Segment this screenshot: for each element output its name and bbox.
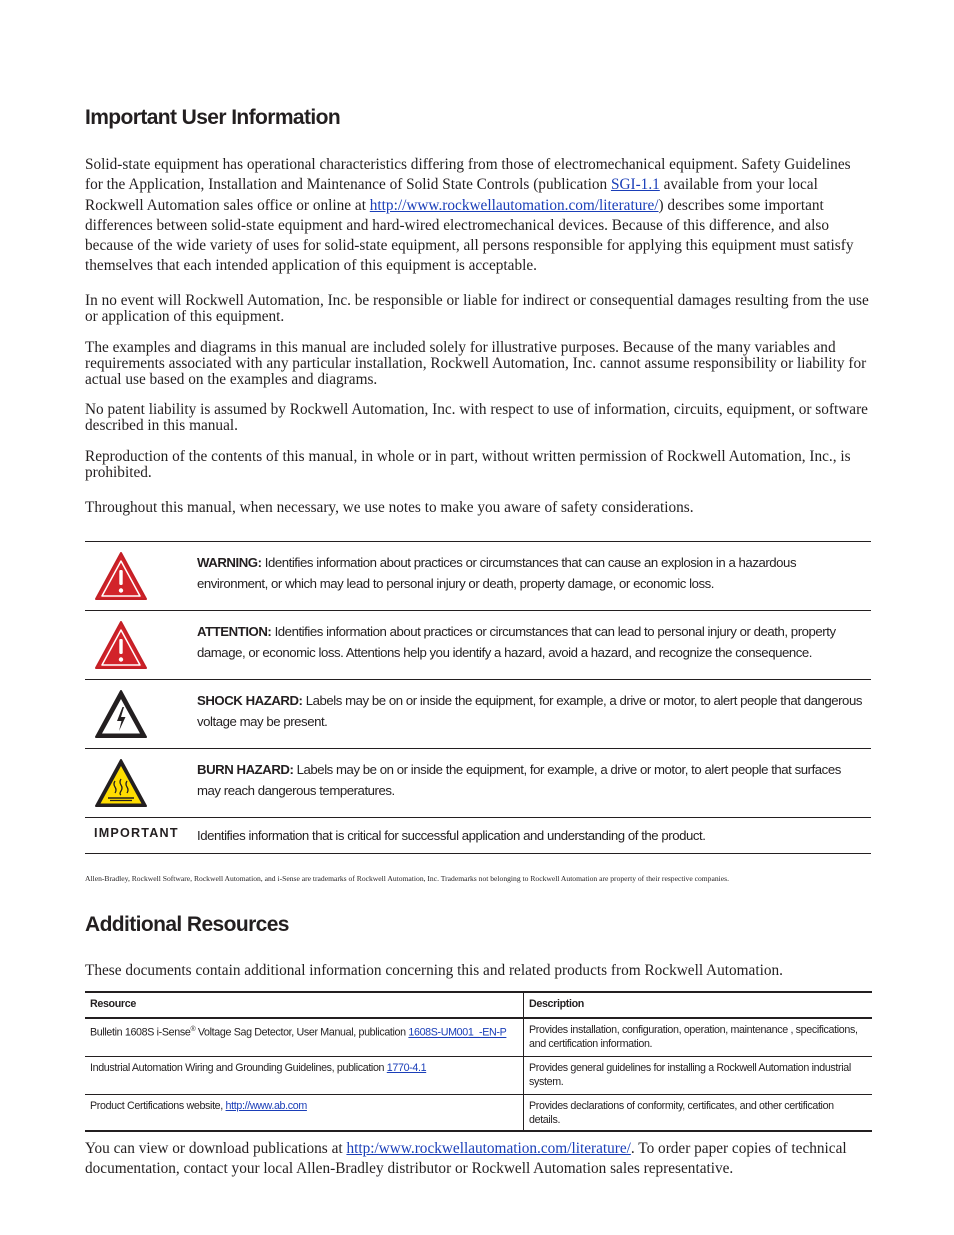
important-label: IMPORTANT bbox=[94, 826, 179, 840]
resource-text: Bulletin 1608S i-Sense bbox=[90, 1026, 191, 1039]
description-cell: Provides general guidelines for installing a Rockwell Automation industrial system. bbox=[524, 1057, 873, 1095]
intro-text-3: ) describes some important differences between solid-state equipment and hard-wired electromechanical devices. Because of this difference, and also because of the wide variety of uses for solid-state equipment, all persons responsible for applying this equipment must satisfy themselves that each intended application of this equipment is acceptable. bbox=[85, 196, 854, 275]
shock-hazard-description: Labels may be on or inside the equipment, for example, a drive or motor, to alert people that dangerous voltage may be present. bbox=[197, 693, 862, 729]
warning-text bbox=[197, 552, 862, 594]
intro-text-1: Solid-state equipment has operational characteristics differing from those of electromechanical equipment. Safety Guidelines for the Application, Installation and Maintenance of Solid State Controls (publication bbox=[85, 156, 851, 194]
warning-triangle-icon bbox=[93, 550, 149, 602]
warning-label: WARNING: bbox=[197, 555, 262, 570]
intro-text-2: available from your local Rockwell Automation sales office or online at bbox=[85, 176, 818, 214]
footer-literature-link[interactable]: http:/www.rockwellautomation.com/literature/ bbox=[346, 1140, 631, 1157]
important-description: Identifies information that is critical for successful application and understanding of the product. bbox=[197, 828, 706, 843]
shock-hazard-notice bbox=[85, 680, 871, 749]
reproduction-paragraph: Reproduction of the contents of this manual, in whole or in part, without written permission of Rockwell Automation, Inc., is prohibited. bbox=[85, 448, 851, 481]
resources-table bbox=[85, 991, 872, 1132]
important-notice bbox=[85, 818, 871, 854]
trademark-notice: Allen-Bradley, Rockwell Software, Rockwell Automation, and i-Sense are trademarks of Rockwell Automation, Inc. Trademarks not belonging to Rockwell Automation are property of their respective companies. bbox=[85, 874, 729, 883]
shock-hazard-label: SHOCK HAZARD: bbox=[197, 693, 303, 708]
shock-hazard-icon bbox=[93, 688, 149, 740]
important-user-information-heading: Important User Information bbox=[85, 106, 341, 129]
burn-hazard-icon bbox=[93, 757, 149, 809]
burn-hazard-label: BURN HAZARD: bbox=[197, 762, 294, 777]
description-cell: Provides installation, configuration, operation, maintenance , specifications, and certification information. bbox=[524, 1018, 873, 1057]
table-header-row bbox=[85, 992, 872, 1018]
footer-text-2: . To order paper copies of technical documentation, contact your local Allen-Bradley distributor or Rockwell Automation sales representative. bbox=[85, 1140, 847, 1178]
footer-text-1: You can view or download publications at bbox=[85, 1140, 347, 1157]
sgi-link[interactable]: SGI-1.1 bbox=[610, 176, 660, 194]
download-publications-paragraph bbox=[85, 1139, 872, 1180]
literature-link[interactable]: http://www.rockwellautomation.com/literature/ bbox=[369, 196, 659, 214]
table-row bbox=[85, 1018, 872, 1057]
burn-hazard-notice bbox=[85, 749, 871, 818]
attention-label: ATTENTION: bbox=[197, 624, 272, 639]
table-row bbox=[85, 1095, 872, 1132]
burn-hazard-text bbox=[197, 759, 862, 801]
intro-paragraph bbox=[85, 155, 872, 277]
examples-paragraph: The examples and diagrams in this manual are included solely for illustrative purposes. Because of the many variables and requirements associated with any particular installation, Rockwell Automation, Inc. cannot assume responsibility or liability for actual use based on the examples and diagrams. bbox=[85, 339, 867, 388]
attention-notice bbox=[85, 611, 871, 680]
attention-text bbox=[197, 621, 862, 663]
resource-cell bbox=[85, 1095, 524, 1132]
warning-notice bbox=[85, 542, 871, 611]
ab-website-link[interactable]: http://www.ab.com bbox=[225, 1100, 307, 1112]
wiring-guidelines-link[interactable]: 1770-4.1 bbox=[386, 1062, 427, 1074]
additional-resources-intro: These documents contain additional information concerning this and related products from Rockwell Automation. bbox=[85, 962, 783, 979]
description-cell: Provides declarations of conformity, certificates, and other certification details. bbox=[524, 1095, 873, 1132]
description-column-header: Description bbox=[524, 992, 873, 1018]
liability-paragraph: In no event will Rockwell Automation, Inc. be responsible or liable for indirect or consequential damages resulting from the use or application of this equipment. bbox=[85, 292, 869, 325]
safety-notes-paragraph: Throughout this manual, when necessary, we use notes to make you aware of safety considerations. bbox=[85, 499, 694, 516]
attention-description: Identifies information about practices or circumstances that can lead to personal injury or death, property damage, or economic loss. Attentions help you identify a hazard, avoid a hazard, and recognize the consequence. bbox=[197, 624, 836, 660]
resource-cell bbox=[85, 1018, 524, 1057]
resource-cell bbox=[85, 1057, 524, 1095]
resource-text: Voltage Sag Detector, User Manual, publication bbox=[195, 1026, 409, 1039]
burn-hazard-description: Labels may be on or inside the equipment, for example, a drive or motor, to alert people that surfaces may reach dangerous temperatures. bbox=[197, 762, 841, 798]
safety-notices-table bbox=[85, 541, 871, 854]
user-manual-link[interactable]: 1608S-UM001_-EN-P bbox=[408, 1026, 507, 1039]
patent-paragraph: No patent liability is assumed by Rockwell Automation, Inc. with respect to use of information, circuits, equipment, or software described in this manual. bbox=[85, 401, 868, 434]
resource-text: Product Certifications website, bbox=[90, 1100, 226, 1112]
additional-resources-heading: Additional Resources bbox=[85, 913, 289, 936]
table-row bbox=[85, 1057, 872, 1095]
shock-hazard-text bbox=[197, 690, 862, 732]
registered-mark: ® bbox=[190, 1026, 196, 1033]
warning-description: Identifies information about practices or circumstances that can cause an explosion in a hazardous environment, or which may lead to personal injury or death, property damage, or economic loss. bbox=[197, 555, 797, 591]
resource-column-header: Resource bbox=[85, 992, 524, 1018]
attention-triangle-icon bbox=[93, 619, 149, 671]
resource-text: Industrial Automation Wiring and Grounding Guidelines, publication bbox=[90, 1062, 387, 1074]
